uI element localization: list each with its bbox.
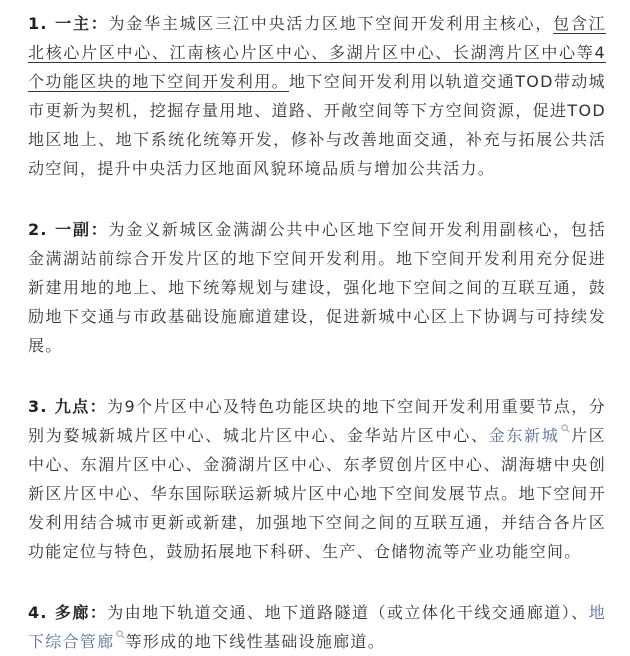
section-3-heading: 3. 九点：	[28, 397, 108, 416]
keyword-link-label: 金东新城	[488, 426, 560, 445]
section-2-heading: 2. 一副：	[28, 220, 109, 239]
search-icon	[561, 424, 570, 433]
section-4-text-before: 为由地下轨道交通、地下道路隧道（或立体化干线交通廊道）、	[107, 603, 589, 622]
section-2	[28, 215, 606, 360]
section-3-text-after: 片区中心、东湄片区中心、金漪湖片区中心、东孝贸创片区中心、湖海塘中央创新区片区中心、华东国际联运新城片区中心地下空间发展节点。地下空间开发利用结合城市更新或新建，加强地下空间之间的互联互通，并结合各片区功能定位与特色，鼓励拓展地下科研、生产、仓储物流等产业功能空间。	[28, 426, 606, 561]
section-4	[28, 598, 606, 656]
keyword-link-label: 地下综合管廊	[28, 603, 606, 651]
section-2-text: 为金义新城区金满湖公共中心区地下空间开发利用副核心，包括金满湖站前综合开发片区的地下空间开发利用。地下空间开发利用充分促进新建用地的地上、地下统筹规划与建设，强化地下空间之间的互联互通，鼓励地下交通与市政基础设施廊道建设，促进新城中心区上下协调与可持续发展。	[28, 220, 606, 355]
section-1-text-after: 地下空间开发利用以轨道交通TOD带动城市更新为契机，挖掘存量用地、道路、开敞空间等下方空间资源，促进TOD地区地上、地下系统化统筹开发，修补与改善地面交通，补充与拓展公共活动空间，提升中央活力区地面风貌环境品质与增加公共活力。	[28, 72, 606, 178]
section-3-text-before: 为9个片区中心及特色功能区块的地下空间开发利用重要节点，分别为婺城新城片区中心、城北片区中心、金华站片区中心、	[28, 397, 606, 445]
section-1-text-before: 为金华主城区三江中央活力区地下空间开发利用主核心，	[108, 14, 554, 33]
section-1	[28, 9, 606, 183]
section-4-heading: 4. 多廊：	[28, 603, 108, 622]
section-3	[28, 392, 606, 566]
section-1-heading: 1. 一主：	[28, 14, 109, 33]
section-1-underlined-text: 包含江北核心片区中心、江南核心片区中心、多湖片区中心、长湖湾片区中心等4个功能区块的地下空间开发利用。	[28, 14, 606, 91]
search-icon	[116, 630, 125, 639]
section-4-text-after: 等形成的地下线性基础设施廊道。	[125, 632, 386, 651]
keyword-link-jindong-xincheng[interactable]	[489, 426, 571, 445]
